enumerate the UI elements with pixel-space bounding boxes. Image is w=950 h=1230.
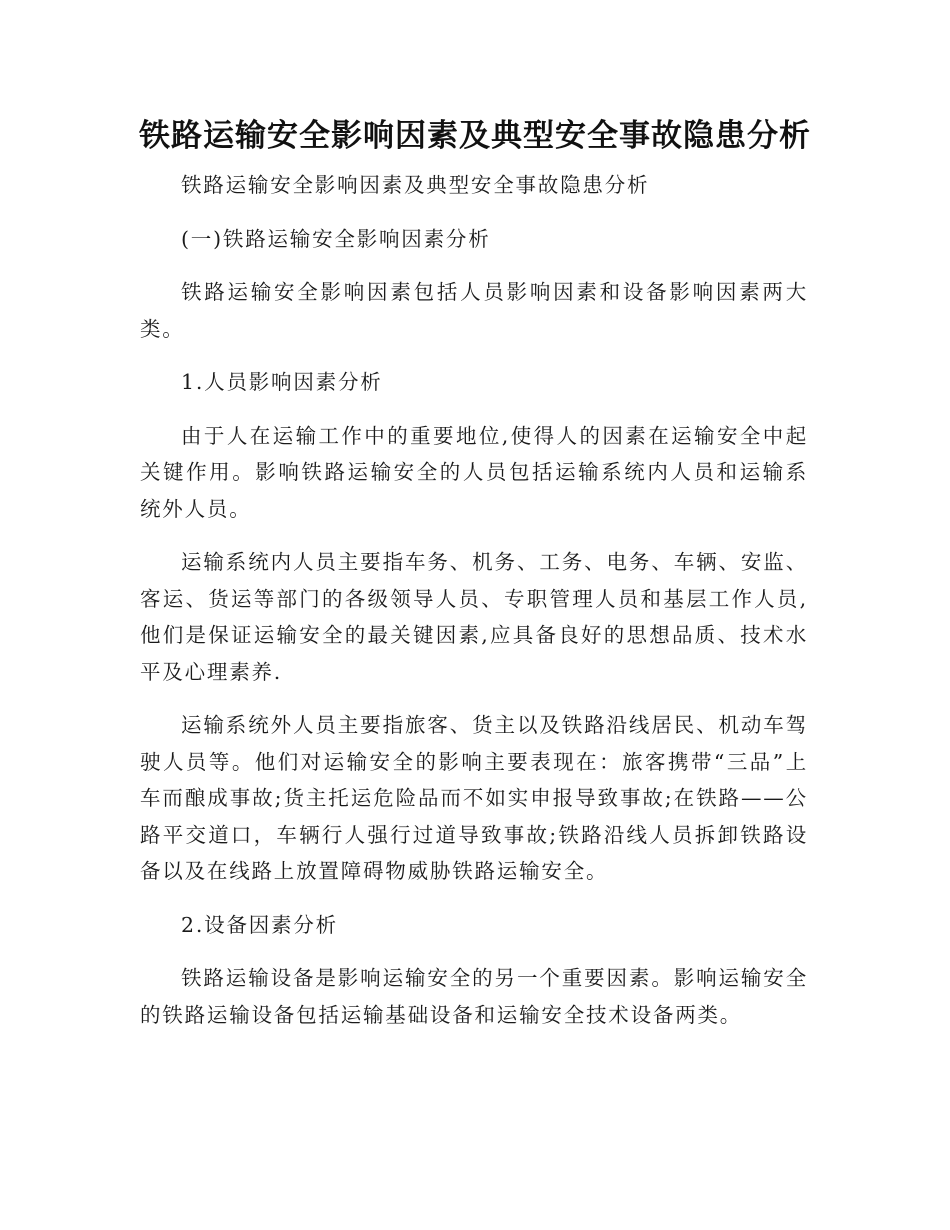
subsection-heading-equipment: 2.设备因素分析 [181,912,338,937]
paragraph-subtitle: 铁路运输安全影响因素及典型安全事故隐患分析 [181,173,650,197]
paragraph-equipment: 铁路运输设备是影响运输安全的另一个重要因素。影响运输安全的铁路运输设备包括运输基础设备和运输安全技术设备两类。 [140,966,808,1027]
document-body [140,167,808,1050]
paragraph-personnel-importance: 由于人在运输工作中的重要地位,使得人的因素在运输安全中起关键作用。影响铁路运输安全的人员包括运输系统内人员和运输系统外人员。 [140,423,808,521]
section-heading-1: (一)铁路运输安全影响因素分析 [181,226,491,251]
subsection-heading-personnel: 1.人员影响因素分析 [181,370,383,394]
paragraph-intro: 铁路运输安全影响因素包括人员影响因素和设备影响因素两大类。 [140,280,808,341]
paragraph-external-personnel: 运输系统外人员主要指旅客、货主以及铁路沿线居民、机动车驾驶人员等。他们对运输安全的影响主要表现在：旅客携带“三品”上车而酿成事故;货主托运危险品而不如实申报导致事故;在铁路——公路平交道口，车辆行人强行过道导致事故;铁路沿线人员拆卸铁路设备以及在线路上放置障碍物威胁铁路运输安全。 [140,713,808,883]
paragraph-internal-personnel: 运输系统内人员主要指车务、机务、工务、电务、车辆、安监、客运、货运等部门的各级领导人员、专职管理人员和基层工作人员,他们是保证运输安全的最关键因素,应具备良好的思想品质、技术水平及心理素养. [140,550,808,684]
document-title: 铁路运输安全影响因素及典型安全事故隐患分析 [139,118,811,154]
